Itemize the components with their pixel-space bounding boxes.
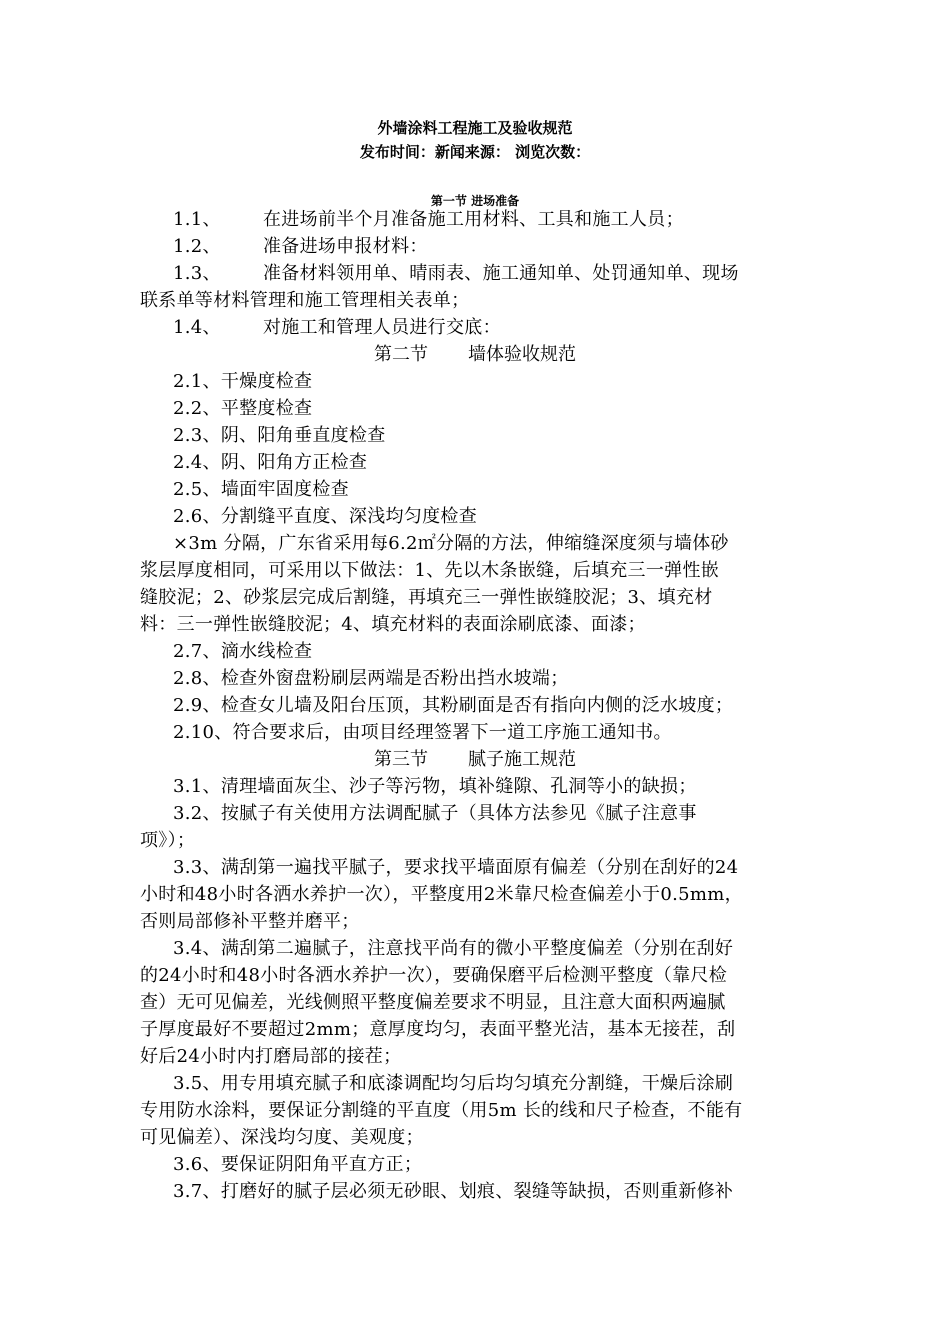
paragraph-line: 3.5、用专用填充腻子和底漆调配均匀后均匀填充分割缝，干燥后涂刷 xyxy=(173,1073,734,1094)
paragraph-line: 否则局部修补平整并磨平； xyxy=(140,911,360,932)
paragraph-line: 3.3、满刮第一遍找平腻子，要求找平墙面原有偏差（分别在刮好的24 xyxy=(173,857,739,878)
paragraph-line: 浆层厚度相同，可采用以下做法：1、先以木条嵌缝，后填充三一弹性嵌 xyxy=(140,560,720,581)
paragraph-line: 3.4、满刮第二遍腻子，注意找平尚有的微小平整度偏差（分别在刮好 xyxy=(173,938,734,959)
paragraph-line: 好后24小时内打磨局部的接茬； xyxy=(140,1046,402,1067)
section-1-heading: 第一节 进场准备 xyxy=(430,194,520,208)
paragraph-line: 2.3、阴、阳角垂直度检查 xyxy=(173,425,386,446)
paragraph-line: 2.1、干燥度检查 xyxy=(173,371,313,392)
section-2-heading: 第二节 墙体验收规范 xyxy=(373,344,577,365)
paragraph-line: 料：三一弹性嵌缝胶泥；4、填充材料的表面涂刷底漆、面漆； xyxy=(140,614,646,635)
paragraph-line: 1.3、 准备材料领用单、晴雨表、施工通知单、处罚通知单、现场 xyxy=(173,263,739,284)
paragraph-line: 项》）； xyxy=(140,830,196,851)
paragraph-line: 可见偏差）、深浅均匀度、美观度； xyxy=(140,1127,424,1148)
paragraph-line: 2.9、检查女儿墙及阳台压顶，其粉刷面是否有指向内侧的泛水坡度； xyxy=(173,695,734,716)
paragraph-line: 2.7、滴水线检查 xyxy=(173,641,313,662)
paragraph-line: 3.2、按腻子有关使用方法调配腻子（具体方法参见《腻子注意事 xyxy=(173,803,697,824)
paragraph-line: 缝胶泥；2、砂浆层完成后割缝，再填充三一弹性嵌缝胶泥；3、填充材 xyxy=(140,587,713,608)
paragraph-line: 的24小时和48小时各洒水养护一次），要确保磨平后检测平整度（靠尺检 xyxy=(140,965,728,986)
paragraph-line: 3.1、清理墙面灰尘、沙子等污物，填补缝隙、孔洞等小的缺损； xyxy=(173,776,697,797)
publish-meta: 发布时间：新闻来源： 浏览次数： xyxy=(359,143,591,161)
paragraph-line: 联系单等材料管理和施工管理相关表单； xyxy=(140,290,470,311)
paragraph-line: 2.4、阴、阳角方正检查 xyxy=(173,452,368,473)
document-title: 外墙涂料工程施工及验收规范 xyxy=(377,119,573,137)
paragraph-line: 1.4、 对施工和管理人员进行交底： xyxy=(173,317,501,338)
paragraph-line: 3.7、打磨好的腻子层必须无砂眼、划痕、裂缝等缺损，否则重新修补 xyxy=(173,1181,734,1202)
paragraph-line: 3.6、要保证阴阳角平直方正； xyxy=(173,1154,423,1175)
paragraph-line: 小时和48小时各洒水养护一次），平整度用2米靠尺检查偏差小于0.5mm， xyxy=(140,884,743,905)
paragraph-line: 2.8、检查外窗盘粉刷层两端是否粉出挡水坡端； xyxy=(173,668,569,689)
paragraph-line: 2.5、墙面牢固度检查 xyxy=(173,479,349,500)
paragraph-line: 子厚度最好不要超过2mm；意厚度均匀，表面平整光洁，基本无接茬，刮 xyxy=(140,1019,736,1040)
paragraph-line: 2.10、符合要求后，由项目经理签署下一道工序施工通知书。 xyxy=(173,722,672,743)
paragraph-line: 2.2、平整度检查 xyxy=(173,398,313,419)
paragraph-line: 1.2、 准备进场申报材料： xyxy=(173,236,428,257)
paragraph-line: 专用防水涂料，要保证分割缝的平直度（用5m 长的线和尺子检查，不能有 xyxy=(140,1100,743,1121)
paragraph-line: 2.6、分割缝平直度、深浅均匀度检查 xyxy=(173,506,478,527)
paragraph-line: ×3m 分隔，广东省采用每6.2㎡分隔的方法，伸缩缝深度须与墙体砂 xyxy=(173,533,729,554)
section-3-heading: 第三节 腻子施工规范 xyxy=(373,749,577,770)
paragraph-line: 查）无可见偏差，光线侧照平整度偏差要求不明显，且注意大面积两遍腻 xyxy=(140,992,726,1013)
paragraph-line: 1.1、 在进场前半个月准备施工用材料、工具和施工人员； xyxy=(173,209,684,230)
